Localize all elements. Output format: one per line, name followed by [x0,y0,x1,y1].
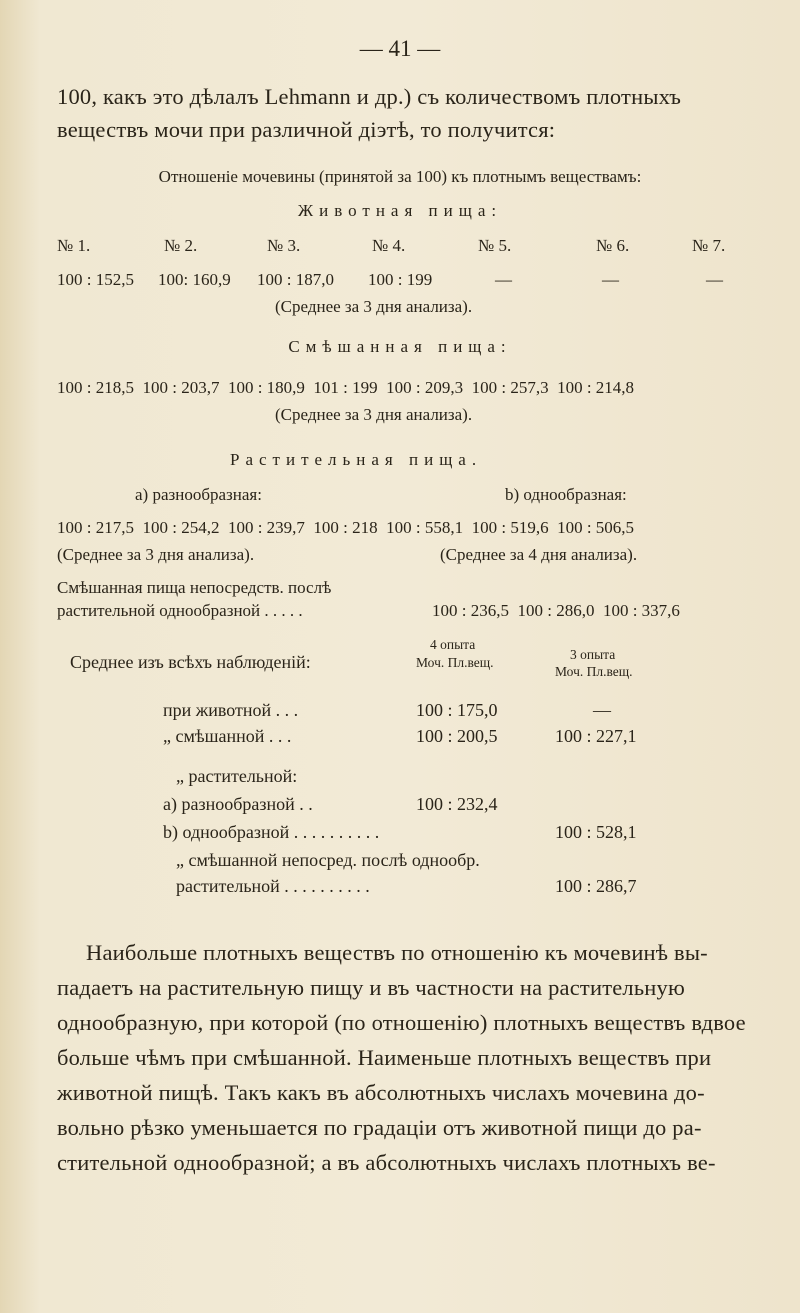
animal-value-3: 100 : 187,0 [257,270,334,289]
summary-row-value-2: 100 : 528,1 [555,822,637,842]
animal-value-7: — [706,270,723,289]
animal-note: (Среднее за 3 дня анализа). [275,297,473,316]
animal-num-7: № 7. [692,236,726,255]
animal-num-4: № 4. [372,236,406,255]
vegetable-heading: Растительная пища. [230,450,483,469]
summary-row-value-1: 100 : 200,5 [416,726,498,746]
intro-line-1: 100, какъ это дѣлалъ Lehmann и др.) съ количествомъ плотныхъ [57,84,682,109]
animal-num-2: № 2. [164,236,198,255]
summary-row-label: „ растительной: [176,766,298,786]
summary-row-value-1: 100 : 175,0 [416,700,498,720]
intro-line-2: веществъ мочи при различной діэтѣ, то получится: [57,117,556,142]
conclusion-line-7: стительной однообразной; а въ абсолютныхъ числахъ плотныхъ ве- [57,1150,716,1175]
after-vegetable-label: растительной однообразной . . . . . [57,601,303,620]
after-vegetable-line-1: Смѣшанная пища непосредств. послѣ [57,578,332,597]
animal-value-6: — [602,270,619,289]
summary-col1-head-top: 4 опыта [430,637,476,652]
summary-title: Среднее изъ всѣхъ наблюденій: [70,652,311,672]
mixed-values: 100 : 218,5 100 : 203,7 100 : 180,9 101 : 199 100 : 209,3 100 : 257,3 100 : 214,8 [57,378,635,397]
summary-col2-head-top: 3 опыта [570,647,616,662]
animal-num-6: № 6. [596,236,630,255]
animal-value-5: — [495,270,512,289]
summary-row-label: b) однообразной . . . . . . . . . . [163,822,380,842]
conclusion-line-6: вольно рѣзко уменьшается по градаціи отъ животной пищи до ра- [57,1115,702,1140]
summary-row-label: a) разнообразной . . [163,794,313,814]
vegetable-note-b: (Среднее за 4 дня анализа). [440,545,638,564]
summary-row-value-2: — [593,700,611,720]
summary-row-label: „ смѣшанной . . . [163,726,292,746]
summary-col1-head-bottom: Моч. Пл.вещ. [416,655,494,670]
animal-value-1: 100 : 152,5 [57,270,134,289]
conclusion-line-3: однообразную, при которой (по отношенію) плотныхъ веществъ вдвое [57,1010,746,1035]
animal-value-2: 100: 160,9 [158,270,231,289]
animal-num-1: № 1. [57,236,91,255]
summary-row-value-2: 100 : 227,1 [555,726,637,746]
vegetable-values: 100 : 217,5 100 : 254,2 100 : 239,7 100 : 218 100 : 558,1 100 : 519,6 100 : 506,5 [57,518,635,537]
summary-row-label: растительной . . . . . . . . . . [176,876,370,896]
mixed-note: (Среднее за 3 дня анализа). [275,405,473,424]
summary-col2-head-bottom: Моч. Пл.вещ. [555,664,633,679]
animal-heading: Животная пища: [297,201,503,220]
vegetable-col-a: a) разнообразная: [135,485,262,504]
summary-row-label: при животной . . . [163,700,299,720]
after-vegetable-values: 100 : 236,5 100 : 286,0 100 : 337,6 [432,601,680,620]
summary-row-value-2: 100 : 286,7 [555,876,637,896]
page-number: — 41 — [359,36,441,61]
vegetable-note-a: (Среднее за 3 дня анализа). [57,545,255,564]
summary-row-value-1: 100 : 232,4 [416,794,498,814]
conclusion-line-1: Наибольше плотныхъ веществъ по отношенію къ мочевинѣ вы- [86,940,708,965]
conclusion-line-5: животной пищѣ. Такъ какъ въ абсолютныхъ числахъ мочевина до- [57,1080,705,1105]
animal-num-3: № 3. [267,236,301,255]
ratio-title: Отношеніе мочевины (принятой за 100) къ плотнымъ веществамъ: [158,167,642,186]
animal-num-5: № 5. [478,236,512,255]
mixed-heading: Смѣшанная пища: [288,337,512,356]
conclusion-line-4: больше чѣмъ при смѣшанной. Наименьше плотныхъ веществъ при [57,1045,712,1070]
vegetable-col-b: b) однообразная: [505,485,627,504]
conclusion-line-2: падаетъ на растительную пищу и въ частности на растительную [57,975,686,1000]
summary-row-label: „ смѣшанной непосред. послѣ однообр. [176,850,480,870]
animal-value-4: 100 : 199 [368,270,433,289]
